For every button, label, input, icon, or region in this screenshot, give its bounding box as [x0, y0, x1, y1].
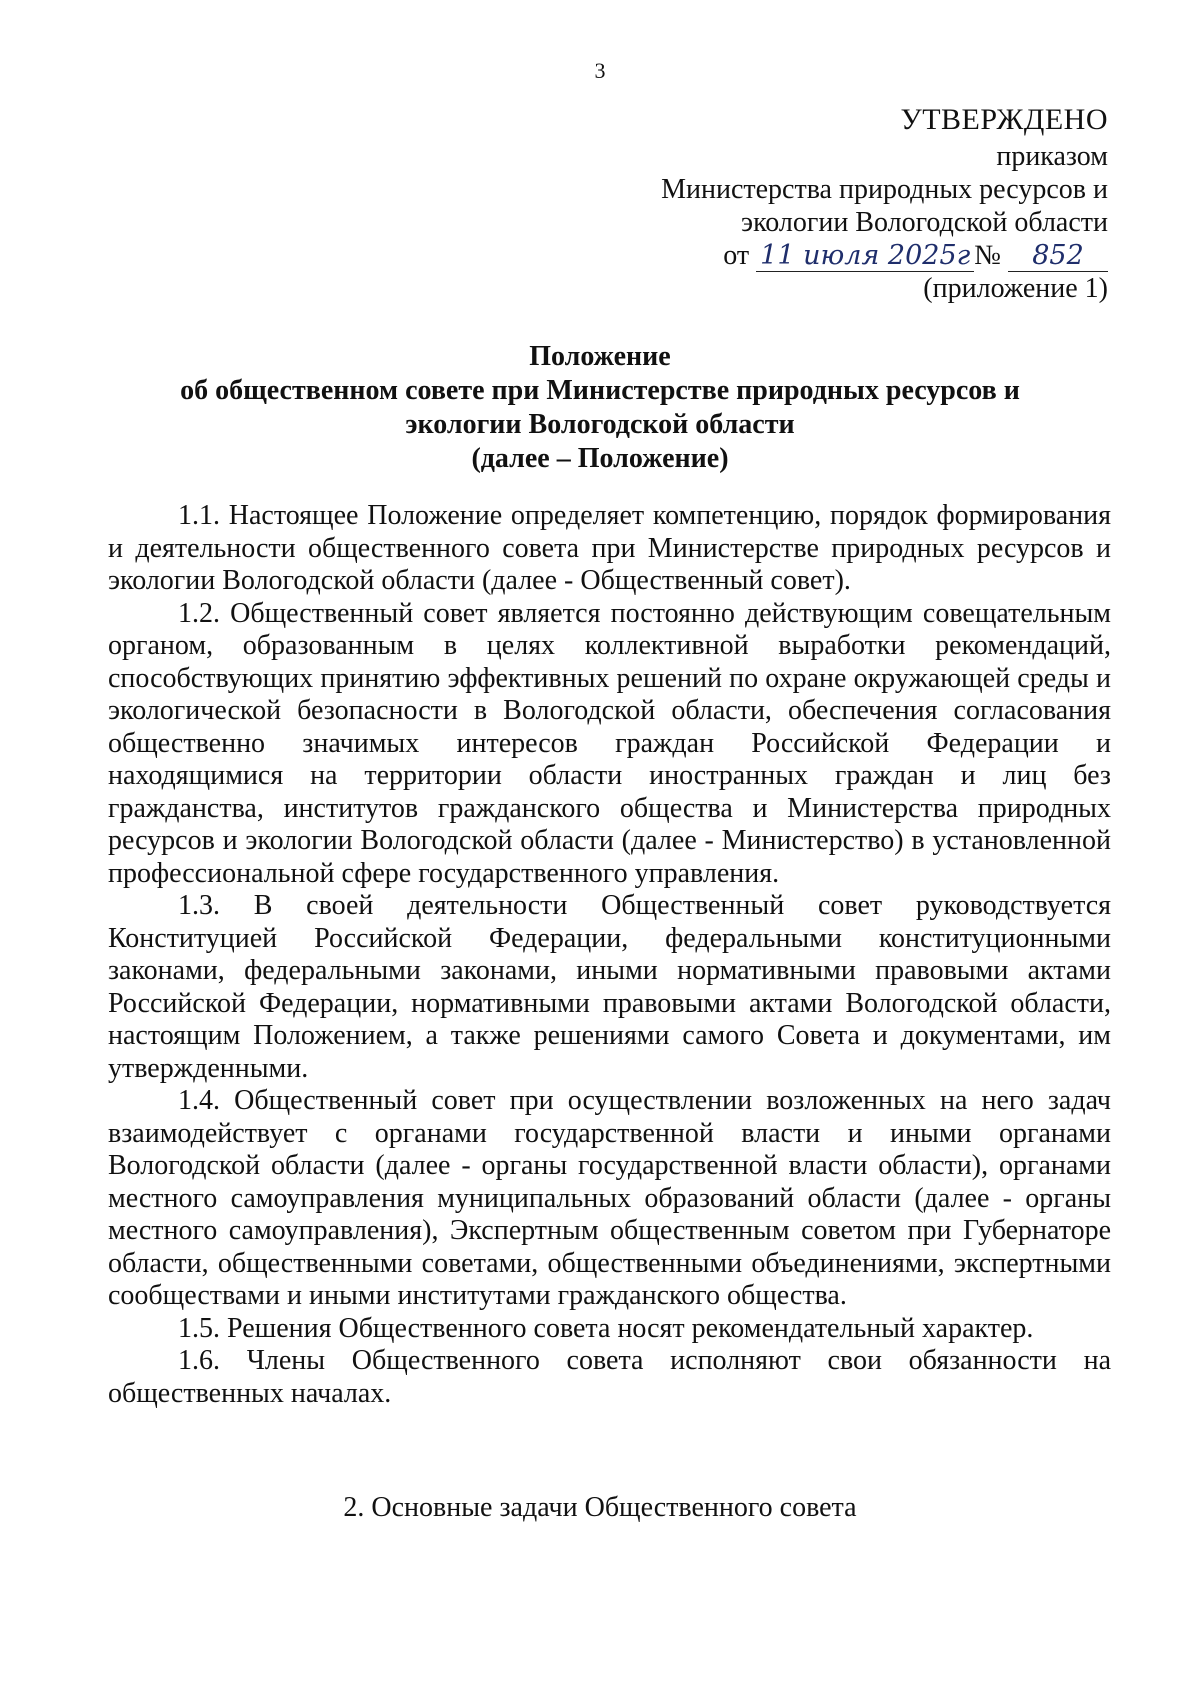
approval-ministry-line: Министерства природных ресурсов и [661, 174, 1108, 205]
document-title-line-3: экологии Вологодской области [405, 409, 795, 440]
paragraph-1-5: 1.5. Решения Общественного совета носят рекомендательный характер. [178, 1312, 1034, 1344]
handwritten-order-number: 852 [1008, 241, 1108, 272]
number-prefix: № [974, 240, 1001, 271]
document-body [108, 500, 1111, 1410]
document-title-line-4: (далее – Положение) [471, 443, 729, 474]
section-2-heading: 2. Основные задачи Общественного совета [343, 1492, 857, 1523]
approval-region-line: экологии Вологодской области [741, 207, 1108, 238]
handwritten-date: 11 июля 2025г [756, 241, 974, 272]
document-title [0, 340, 1200, 476]
paragraph-1-4: 1.4. Общественный совет при осуществлении возложенных на него задач взаимодействует с органами государственной власти и иными органами Вологодской области (далее - органы государственной власти области), органами местного самоуправления муниципальных образований области (далее - органы местного самоуправления), Экспертным общественным советом при Губернаторе области, общественными советами, общественными объединениями, экспертными сообществами и иными институтами гражданского общества. [108, 1085, 1111, 1311]
approval-stamp-block [661, 100, 1108, 305]
date-prefix: от [723, 240, 750, 271]
approved-title: УТВЕРЖДЕНО [900, 103, 1108, 136]
approval-date-number-line [723, 239, 1108, 272]
approval-appendix-line: (приложение 1) [923, 273, 1108, 304]
paragraph-1-6: 1.6. Члены Общественного совета исполняют свои обязанности на общественных началах. [108, 1345, 1111, 1409]
paragraph-1-3: 1.3. В своей деятельности Общественный совет руководствуется Конституцией Российской Федерации, федеральными конституционными законами, федеральными законами, иными нормативными правовыми актами Российской Федерации, нормативными правовыми актами Вологодской области, настоящим Положением, а также решениями самого Совета и документами, им утвержденными. [108, 890, 1111, 1084]
approval-order-line: приказом [996, 141, 1108, 172]
paragraph-1-2: 1.2. Общественный совет является постоянно действующим совещательным органом, образованным в целях коллективной выработки рекомендаций, способствующих принятию эффективных решений по охране окружающей среды и экологической безопасности в Вологодской области, обеспечения согласования общественно значимых интересов граждан Российской Федерации и находящимися на территории области иностранных граждан и лиц без гражданства, институтов гражданского общества и Министерства природных ресурсов и экологии Вологодской области (далее - Министерство) в установленной профессиональной сфере государственного управления. [108, 597, 1111, 889]
paragraph-1-1: 1.1. Настоящее Положение определяет компетенцию, порядок формирования и деятельности общественного совета при Министерстве природных ресурсов и экологии Вологодской области (далее - Общественный совет). [108, 500, 1111, 596]
page-number: 3 [594, 58, 606, 83]
document-title-line-2: об общественном совете при Министерстве природных ресурсов и [180, 375, 1020, 406]
document-title-line-1: Положение [529, 341, 671, 372]
